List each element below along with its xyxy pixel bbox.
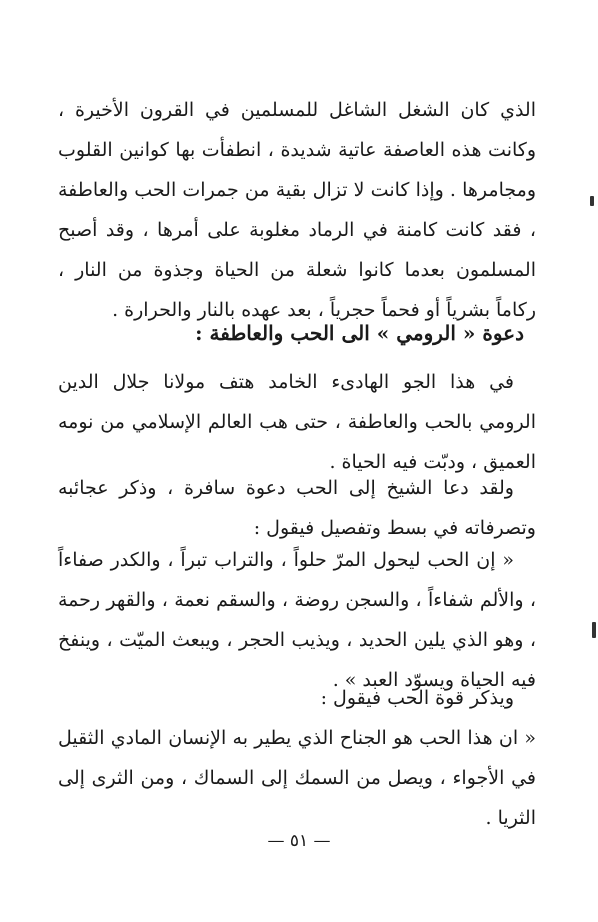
quotation-love-transforms: [58, 540, 536, 700]
paragraph-sheikh-call: [58, 468, 536, 548]
paragraph-power-of-love: [58, 678, 536, 838]
paragraph-text: الذي كان الشغل الشاغل للمسلمين في القرون الأخيرة ، وكانت هذه العاصفة عاتية شديدة ، انطفأت بها كوانين القلوب ومجامرها . وإذا كانت لا تزال بقية من جمرات الحب والعاطفة ، فقد كانت كامنة في الرماد مغلوبة على أمرها ، وقد أصبح المسلمون بعدما كانوا شعلة من الحياة وجذوة من النار ، ركاماً بشرياً أو فحماً حجرياً ، بعد عهده بالنار والحرارة .: [58, 99, 536, 321]
paragraph-rumi-call: [58, 362, 536, 482]
margin-mark: [592, 622, 596, 638]
paragraph-text: ولقد دعا الشيخ إلى الحب دعوة سافرة ، وذكر عجائبه وتصرفاته في بسط وتفصيل فيقول :: [58, 477, 536, 539]
quotation-text: « ان هذا الحب هو الجناح الذي يطير به الإنسان المادي الثقيل في الأجواء ، ويصل من السمك إلى السماك ، ومن الثرى إلى الثريا .: [58, 727, 536, 829]
section-heading: دعوة « الرومي » الى الحب والعاطفة :: [195, 321, 524, 345]
paragraph-text: « إن الحب ليحول المرّ حلواً ، والتراب تبراً ، والكدر صفاءاً ، والألم شفاءاً ، والسجن روضة ، والسقم نعمة ، والقهر رحمة ، وهو الذي يلين الحديد ، ويذيب الحجر ، ويبعث الميّت ، وينفخ فيه الحياة ويسوّد العبد » .: [58, 549, 536, 691]
paragraph-text: في هذا الجو الهادىء الخامد هتف مولانا جلال الدين الرومي بالحب والعاطفة ، حتى هب العالم الإسلامي من نومه العميق ، ودبّت فيه الحياة .: [58, 371, 536, 473]
opening-paragraph: [58, 90, 536, 330]
margin-mark: [590, 196, 594, 206]
page-number: — ٥١ —: [267, 831, 331, 851]
paragraph-intro-text: ويذكر قوة الحب فيقول :: [320, 687, 514, 709]
